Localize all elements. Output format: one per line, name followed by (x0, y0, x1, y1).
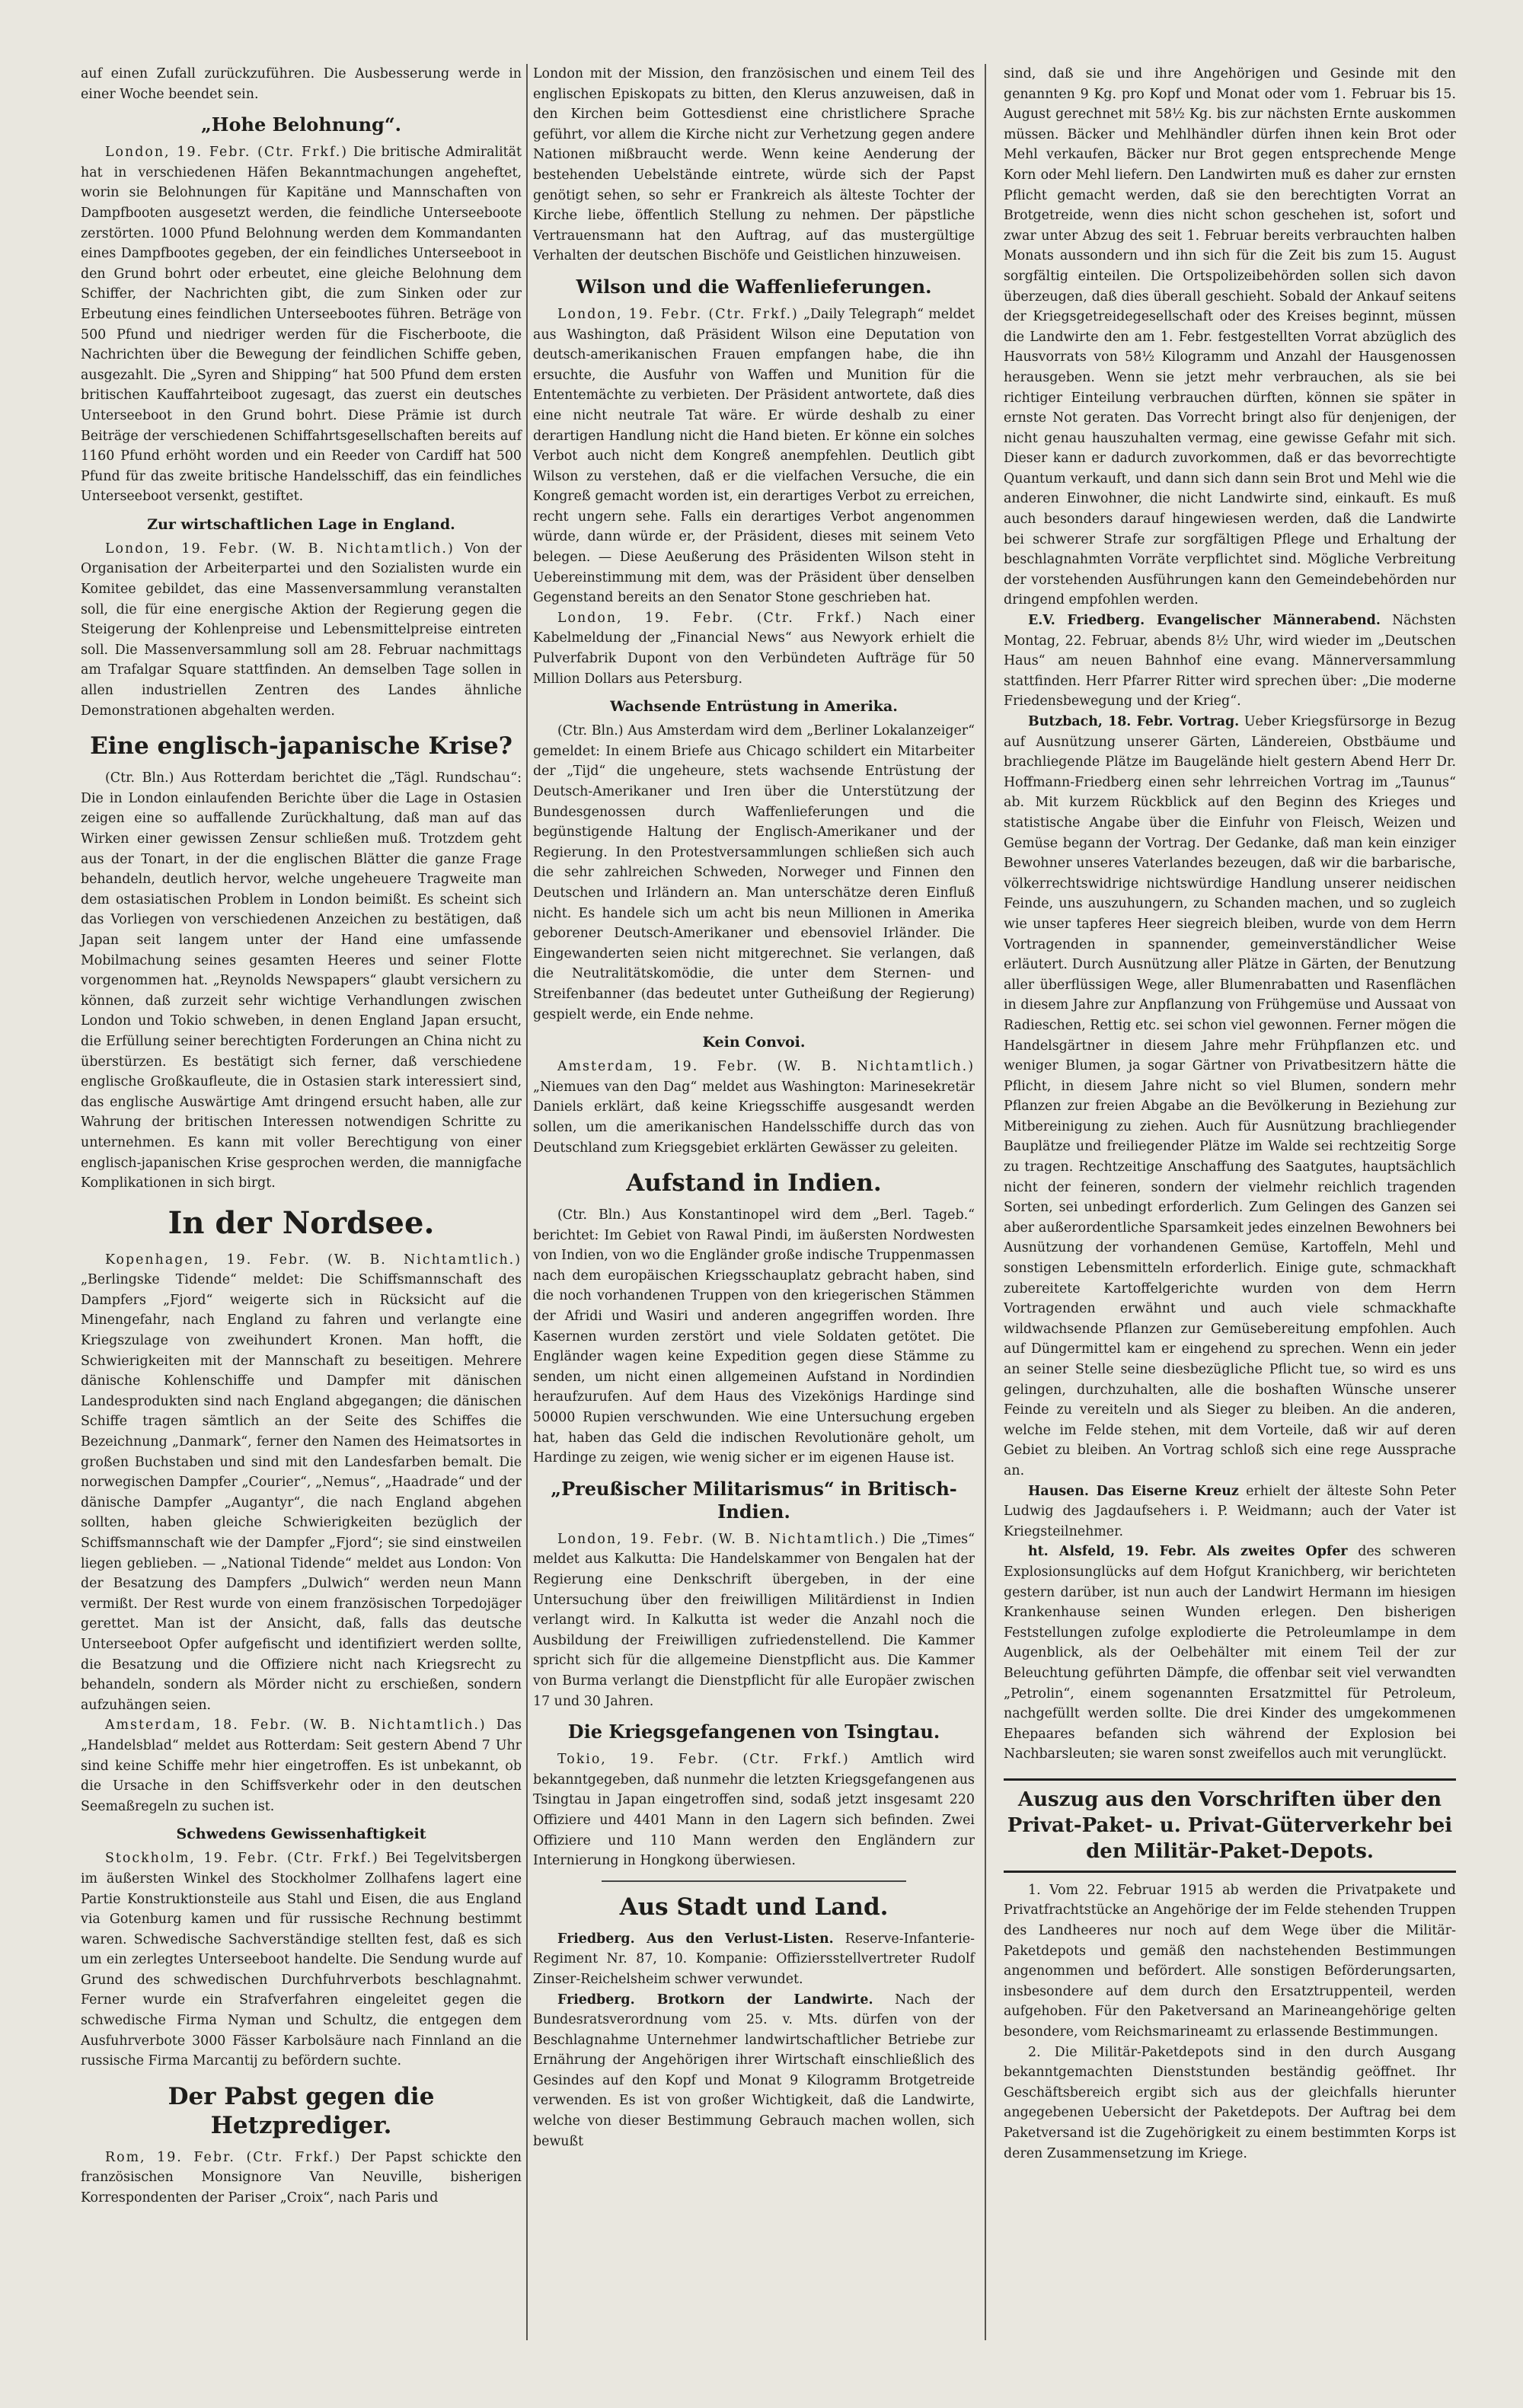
dateline: London, 19. Febr. (Ctr. Frkf.) (105, 145, 349, 161)
article-paragraph: (Ctr. Bln.) Aus Rotterdam berichtet die „Tägl. Rundschau“: Die in London einlaufenden Berichte über die Lage in Ostasien zeigen eine so auffallende Zurückhaltung, daß man auf das Wirken einer gewissen Zensur schließen muß. Trotzdem geht aus der Tonart, in der die englischen Blätter die ganze Frage behandeln, deutlich hervor, welche ungeheuere Tragweite man dem ostasiatischen Problem in London beimißt. Es scheint sich das Vorliegen von verschiedenen Anzeichen zu bestätigen, daß Japan seit langem unter der Hand eine umfassende Mobilmachung seines gesamten Heeres und seiner Flotte vorgenommen hat. „Reynolds Newspapers“ glaubt versichern zu können, daß zurzeit sehr wichtige Verhandlungen zwischen London und Tokio schweben, in denen England Japan ersucht, die Erfüllung seiner berechtigten Forderungen an China nicht zu überstürzen. Es bestätigt sich ferner, daß verschiedene englische Großkaufleute, die in Ostasien stark interessiert sind, das englische Auswärtige Amt dringend ersucht haben, alle zur Wahrung der britischen Interessen notwendigen Schritte zu unternehmen. Es kann mit voller Berechtigung von einer englisch-japanischen Krise gesprochen werden, die mannigfache Komplikationen in sich birgt. (81, 770, 522, 1191)
local-label: ht. Alsfeld, 19. Febr. Als zweites Opfer (1028, 1544, 1348, 1560)
dateline: London, 19. Febr. (W. B. Nichtamtlich.) (557, 1531, 887, 1547)
column-right (1004, 64, 1456, 2164)
dateline: Kopenhagen, 19. Febr. (W. B. Nichtamtlich.) (105, 1252, 522, 1268)
article-paragraph (533, 1057, 975, 1158)
article-paragraph (1004, 712, 1456, 1481)
article-paragraph: 2. Die Militär-Paketdepots sind in den durch Ausgang bekanntgemachten Dienststunden beständig geöffnet. Ihr Geschäftsbereich ergibt sich aus der gleichfalls hierunter angegebenen Uebersicht der Paketdepots. Der Auftrag bei dem Paketversand ist die Zugehörigkeit zu einem bestimmten Korps ist deren Zusammensetzung im Kriege. (1004, 2044, 1456, 2161)
local-label: Friedberg. Brotkorn der Landwirte. (557, 1992, 873, 2008)
article-paragraph (1004, 1481, 1456, 1542)
headline-englisch-japanische-krise: Eine englisch-japanische Krise? (90, 732, 512, 761)
dateline: Stockholm, 19. Febr. (Ctr. Frkf.) (105, 1851, 379, 1867)
headline-pabst-gegen-hetzprediger: Der Pabst gegen die Hetzprediger. (168, 2082, 435, 2139)
dateline: London, 19. Febr. (W. B. Nichtamtlich.) (105, 541, 455, 557)
dateline: Amsterdam, 19. Febr. (W. B. Nichtamtlich.) (557, 1059, 975, 1075)
local-label: E.V. Friedberg. Evangelischer Männerabend. (1028, 613, 1381, 629)
article-text: Reserve-Infanterie-Regiment Nr. 87, 10. Kompanie: Offiziersstellvertreter Rudolf Zinser-Reichelsheim schwer verwundet. (533, 1931, 975, 1987)
article-text: Ueber Kriegsfürsorge in Bezug auf Ausnützung unserer Gärten, Ländereien, Obstbäume und brachliegende Plätze im Baugelände hielt gestern Abend Herr Dr. Hoffmann-Friedberg einen sehr lehrreichen Vortrag im „Taunus“ ab. Mit kurzem Rückblick auf den Beginn des Krieges und statistische Angabe über die Einfuhr von Fleisch, Weizen und Gemüse begann der Vortrag. Der Gedanke, daß man kein einziger Bewohner unseres Vaterlandes bezeugen, daß wir die barbarische, völkerrechtswidrige nichtswürdige Handlung unserer neidischen Feinde, uns auszuhungern, zu Schanden machen, und so zugleich wie unser tapferes Heer siegreich bleiben, wurde von dem Herrn Vortragenden in spannender, gemeinverständlicher Weise erläutert. Durch Ausnützung aller Plätze in Gärten, der Benutzung aller überflüssigen Wege, aller Blumenrabatten und Rasenflächen in diesem Jahre zur Anpflanzung von Frühgemüse und Aussaat von Radieschen, Rettig etc. sei schon viel gewonnen. Ferner mögen die Handelsgärtner in diesem Jahre mehr Frühpflanzen etc. und weniger Blumen, ja sogar Gärtner von Privatbesitzern hätte die Pflicht, in diesem Jahre nicht so viel Blumen, sondern mehr Pflanzen zur freien Abgabe an die Bevölkerung in Beziehung zur Mitbereinigung zu ziehen. Auch für Ausnützung brachliegender Bauplätze und freiliegender Plätze im Walde sei rechtzeitig Sorge zu tragen. Rechtzeitige Anschaffung des Saatgutes, hauptsächlich nicht der feineren, sondern der vielmehr reichlich tragenden Sorten, sei unbedingt erforderlich. Zum Gelingen des Ganzen sei aber außerordentliche Sparsamkeit jedes einzelnen Bewohners bei Ausnützung der vorhandenen Gemüse, Kartoffeln, Mehl und sonstigen Lebensmitteln erforderlich. Einige gute, schmackhaft zubereitete Kartoffelgerichte wurden von dem Herrn Vortragenden erwähnt und auch viele schmackhafte wildwachsende Pflanzen zur Gemüsebereitung empfohlen. Auch auf Düngermittel kam er eingehend zu sprechen. Wenn ein jeder an seiner Stelle seine diesbezügliche Pflicht tue, so wird es uns gelingen, durchzuhalten, alle die boshaften Wünsche unserer Feinde zu vereiteln und als Sieger zu bleiben. An die anderen, welche im Felde stehen, mit dem Vorteile, daß wir auf deren Gebiet zu bleiben. An Vortrag schloß sich eine rege Aussprache an. (1004, 714, 1456, 1478)
article-paragraph (1004, 1542, 1456, 1765)
article-paragraph (533, 1749, 975, 1871)
article-text: Die britische Admiralität hat in verschiedenen Häfen Bekanntmachungen angeheftet, worin sie Belohnungen für Kapitäne und Mannschaften von Dampfbooten ausgesetzt werden, die feindliche Unterseeboote zerstörten. 1000 Pfund Belohnung werden dem Kommandanten eines Dampfbootes gegeben, der ein feindliches Unterseeboot in den Grund bohrt oder erbeutet, eine gleiche Belohnung dem Schiffer, der Nachrichten gibt, die zum Sinken oder zur Erbeutung eines feindlichen Unterseebootes führen. Beträge von 500 Pfund und niedriger werden für die Fischerboote, die Nachrichten über die Bewegung der feindlichen Schiffe geben, ausgezahlt. Die „Syren and Shipping“ hat 500 Pfund dem ersten britischen Kauffahrteiboot zugesagt, das zuerst ein deutsches Unterseeboot in den Grund bohrt. Diese Prämie ist durch Beiträge der verschiedenen Schiffahrtsgesellschaften bereits auf 1160 Pfund erhöht worden und ein Reeder von Cardiff hat 500 Pfund für das zweite britische Handelsschiff, das ein feindliches Unterseeboot versenkt, gestiftet. (81, 145, 522, 505)
article-text: Das „Handelsblad“ meldet aus Rotterdam: Seit gestern Abend 7 Uhr sind keine Schiffe mehr hier eingetroffen. Es ist unbekannt, ob die Ursache in den Schiffsverkehr oder in den deutschen Seemaßregeln zu suchen ist. (81, 1717, 522, 1814)
headline-vorschriften-paketverkehr: Auszug aus den Vorschriften über den Privat-Paket- u. Privat-Güterverkehr bei den Militär-Paket-Depots. (1004, 1778, 1456, 1873)
column-middle (533, 64, 975, 2151)
column-rule (985, 64, 986, 2340)
article-text: Amtlich wird bekanntgegeben, daß nunmehr die letzten Kriegsgefangenen aus Tsingtau in Japan eingetroffen sind, sodaß jetzt insgesamt 220 Offiziere und 4401 Mann in den Lagern sich befinden. Zwei Offiziere und 110 Mann werden den Engländern zur Internierung in Hongkong überwiesen. (533, 1752, 975, 1869)
headline-wachsende-entruestung: Wachsende Entrüstung in Amerika. (610, 698, 898, 716)
local-label: Friedberg. Aus den Verlust-Listen. (557, 1931, 834, 1947)
article-text: „Berlingske Tidende“ meldet: Die Schiffsmannschaft des Dampfers „Fjord“ weigerte sich in Rücksicht auf die Minengefahr, nach England zu fahren und verlangte eine Kriegszulage von zweihundert Kronen. Man hofft, die Schwierigkeiten mit der Mannschaft zu beseitigen. Mehrere dänische Kohlenschiffe und Dampfer mit dänischen Landesprodukten sind nach England abgegangen; die dänischen Schiffe tragen sämtlich an der Seite des Schiffes die Bezeichnung „Danmark“, ferner den Namen des Heimatsortes in großen Buchstaben und sind mit den Landesfarben bemalt. Die norwegischen Dampfer „Courier“, „Nemus“, „Haadrade“ und der dänische Dampfer „Augantyr“, die nach England abgehen sollten, haben gleiche Schwierigkeiten bezüglich der Schiffsmannschaft wie der Dampfer „Fjord“; sie sind einstweilen liegen geblieben. — „National Tidende“ meldet aus London: Von der Besatzung des Dampfers „Dulwich“ werden neun Mann vermißt. Der Rest wurde von einem französischen Torpedojäger gerettet. Man ist der Ansicht, daß, falls das deutsche Unterseeboot Opfer aufgefischt und identifiziert werden sollte, die Besatzung und die Offiziere nicht nach Kriegsrecht zu behandeln, sondern als Mörder nicht zu erschießen, sondern aufzuhängen seien. (81, 1272, 522, 1713)
article-paragraph: (Ctr. Bln.) Aus Konstantinopel wird dem „Berl. Tageb.“ berichtet: Im Gebiet von Rawal Pindi, im äußersten Nordwesten von Indien, von wo die Engländer große indische Truppenmassen nach dem europäischen Kriegsschauplatz gebracht haben, sind die noch vorhandenen Truppen von den kriegerischen Stämmen der Afridi und Wasiri und anderen angegriffen worden. Ihre Kasernen wurden zerstört und viele Soldaten getötet. Die Engländer wagen keine Expedition gegen diese Stämme zu senden, um nicht einen allgemeinen Aufstand in Nordindien heraufzurufen. Auf dem Haus des Vizekönigs Hardinge sind 50000 Rupien verschwunden. Wie eine Untersuchung ergeben hat, haben das Geld die indischen Revolutionäre geholt, um Hardinge zu zeigen, wie wenig sicher er im eigenen Hause ist. (533, 1207, 975, 1466)
article-text: Bei Tegelvitsbergen im äußersten Winkel des Stockholmer Zollhafens lagert eine Partie Konstruktionsteile aus Stahl und Eisen, die aus England via Gotenburg kamen und für russische Rechnung bestimmt waren. Schwedische Sachverständige stellten fest, daß es sich um ein zerlegtes Unterseeboot handelte. Die Sendung wurde auf Grund des schwedischen Durchfuhrverbots beschlagnahmt. Ferner wurde ein Strafverfahren eingeleitet gegen die schwedische Firma Nyman und Schultz, die entgegen dem Ausfuhrverbote 3000 Fässer Karbolsäure nach Finnland an die russische Firma Marcantij zu befördern suchte. (81, 1851, 522, 2069)
dateline: Tokio, 19. Febr. (Ctr. Frkf.) (557, 1752, 850, 1768)
article-paragraph (81, 1715, 522, 1816)
dateline: London, 19. Febr. (Ctr. Frkf.) (557, 306, 799, 322)
article-text: Der Papst schickte den französischen Monsignore Van Neuville, bisherigen Korrespondenten der Pariser „Croix“, nach Paris und (81, 2149, 522, 2206)
continued-paragraph: sind, daß sie und ihre Angehörigen und Gesinde mit den genannten 9 Kg. pro Kopf und Monat oder vom 1. Februar bis 15. August gerechnet mit 58½ Kg. bis zur nächsten Ernte auskommen müssen. Bäcker und Mehlhändler dürfen ihnen kein Brot oder Mehl verkaufen, Bäcker nur Brot gegen entsprechende Menge Korn oder Mehl liefern. Den Landwirten muß es daher zur ernsten Pflicht gemacht werden, daß sie den berechtigten Vorrat an Brotgetreide, wenn dies nicht schon geschehen ist, sofort und zwar unter Abzug des seit 1. Februar bereits verbrauchten halben Monats aussondern und ihn sich für die Zeit bis zum 15. August sorgfältig einteilen. Die Ortspolizeibehörden sollen sich davon überzeugen, daß dies überall geschieht. Sobald der Ankauf seitens der Kriegsgetreidegesellschaft oder des Kreises beginnt, müssen die Landwirte den am 1. Febr. festgestellten Vorrat abzüglich des Hausvorrats von 58½ Kilogramm und Anzahl der Hausgenossen herausgeben. Wenn sie jetzt mehr verbrauchen, als sie bei richtiger Einteilung verbrauchen dürften, können sie später in ernste Not geraten. Das Vorrecht bringt also für denjenigen, der nicht genau hauszuhalten vermag, eine gewisse Gefahr mit sich. Dieser kann er dadurch zuvorkommen, daß er das bevorrechtigte Quantum verkauft, und dann sich dann sein Brot und Mehl wie die anderen Einwohner, die nicht Landwirte sind, einkauft. Es muß auch besonders darauf hingewiesen werden, daß die Landwirte bei schwerer Strafe zur sorgfältigen Pflege und Erhaltung der beschlagnahmten Vorräte verpflichtet sind. Mögliche Verbreitung der vorstehenden Ausführungen kann den Gemeindebehörden nur dringend empfohlen werden. (1004, 66, 1456, 608)
article-text: Nach einer Kabelmeldung der „Financial News“ aus Newyork erhielt die Pulverfabrik Dupont von den Verbündeten Aufträge für 50 Million Dollars aus Petersburg. (533, 610, 975, 687)
article-text: erhielt der älteste Sohn Peter Ludwig des Jagdaufsehers i. P. Weidmann; auch der Vater ist Kriegsteilnehmer. (1004, 1483, 1456, 1539)
article-paragraph: 1. Vom 22. Februar 1915 ab werden die Privatpakete und Privatfrachtstücke an Angehörige der im Felde stehenden Truppen des Landheeres nur noch auf dem Wege über die Militär-Paketdepots und gemäß den nachstehenden Bestimmungen angenommen und befördert. Alle sonstigen Beförderungsarten, insbesondere auf dem durch den Ersatztruppenteil, werden aufgehoben. Für den Paketversand an Marineangehörige gelten besondere, vom Reichsmarineamt zu erlassende Bestimmungen. (1004, 1882, 1456, 2040)
article-text: „Daily Telegraph“ meldet aus Washington, daß Präsident Wilson eine Deputation von deutsch-amerikanischen Frauen empfangen habe, die ihn ersuchte, die Ausfuhr von Waffen und Munition für die Ententemächte zu verbieten. Der Präsident antwortete, daß dies eine nicht neutrale Tat wäre. Er würde deshalb zu einer derartigen Handlung nicht die Hand bieten. Er könne ein solches Verbot auch nicht dem Kongreß anempfehlen. Deutlich gibt Wilson zu verstehen, daß er die vielfachen Versuche, die ein Kongreß gemacht worden ist, ein derartiges Verbot zu erreichen, recht ungern sehe. Falls ein derartiges Verbot angenommen würde, dann würde er, der Präsident, dieses mit seinem Veto belegen. — Diese Aeußerung des Präsidenten Wilson steht in Uebereinstimmung mit dem, was der Präsident über denselben Gegenstand bereits an den Senator Stone geschrieben hat. (533, 306, 975, 606)
continued-paragraph: London mit der Mission, den französischen und einem Teil des englischen Episkopats zu bitten, den Klerus anzuweisen, daß in den Kirchen beim Gottesdienst eine christlichere Sprache geführt, vor allem die Kirche nicht zur Verhetzung gegen andere Nationen mißbraucht werde. Wenn keine Aenderung der bestehenden Uebelstände eintrete, würde sich der Papst genötigt sehen, so sehr er Frankreich als älteste Tochter der Kirche liebe, öffentlich Stellung zu nehmen. Der päpstliche Vertrauensmann hat den Auftrag, auf das mustergültige Verhalten der deutschen Bischöfe und Geistlichen hinzuweisen. (533, 66, 975, 264)
article-text: Von der Organisation der Arbeiterpartei und den Sozialisten wurde ein Komitee gebildet, das eine Massenversammlung veranstalten soll, die für eine energische Aktion der Regierung gegen die Steigerung der Kohlenpreise und Lebensmittelpreise eintreten soll. Die Massenversammlung soll am 28. Februar nachmittags am Trafalgar Square stattfinden. An demselben Tage sollen in allen industriellen Zentren des Landes ähnliche Demonstrationen abgehalten werden. (81, 541, 522, 719)
article-paragraph (81, 142, 522, 507)
article-paragraph: (Ctr. Bln.) Aus Amsterdam wird dem „Berliner Lokalanzeiger“ gemeldet: In einem Briefe aus Chicago schildert ein Mitarbeiter der „Tijd“ die ungeheure, stets wachsende Entrüstung der Deutsch-Amerikaner und Iren über die Unterstützung der Bundesgenossen durch Waffenlieferungen und die begünstigende Haltung der Englisch-Amerikaner und der Regierung. In den Protestversammlungen schließen sich auch die sehr zahlreichen Schweden, Norweger und Finnen den Deutschen und Irländern an. Man unterschätze deren Einfluß nicht. Es handele sich um acht bis neun Millionen in Amerika geborener Deutsch-Amerikaner und ebensoviel Irländer. Die Eingewanderten seien nicht mitgerechnet. Sie verlangen, daß die Neutralitätskomödie, die unter dem Sternen- und Streifenbanner (das bedeutet unter Gutheißung der Regierung) gespielt werde, ein Ende nehme. (533, 723, 975, 1022)
article-paragraph (81, 2148, 522, 2209)
headline-in-der-nordsee: In der Nordsee. (168, 1204, 435, 1241)
article-paragraph (533, 608, 975, 689)
headline-wirtschaftliche-lage: Zur wirtschaftlichen Lage in England. (147, 515, 455, 533)
article-text: des schweren Explosionsunglücks auf dem Hofgut Kranichberg, wir berichteten gestern darüber, ist nun auch der Landwirt Hermann im hiesigen Krankenhause seinen Wunden erlegen. Den bisherigen Feststellungen zufolge explodierte die Petroleumlampe in dem Augenblick, als der Oelbehälter mit einem Teil der zur Beleuchtung geführten Dämpfe, die offenbar seit viel verwandten „Petrolin“, einem sogenannten Ersatzmittel für Petroleum, nachgefüllt werden sollte. Die drei Kinder des umgekommenen Ehepaares befanden sich während der Explosion bei Nachbarsleuten; sie waren sonst zweifellos auch mit verunglückt. (1004, 1544, 1456, 1762)
article-paragraph (533, 305, 975, 608)
continued-paragraph: auf einen Zufall zurückzuführen. Die Ausbesserung werde in einer Woche beendet sein. (81, 66, 522, 102)
local-label: Butzbach, 18. Febr. Vortrag. (1028, 714, 1240, 729)
headline-kriegsgefangenen-tsingtau: Die Kriegsgefangenen von Tsingtau. (567, 1721, 940, 1743)
divider (602, 1880, 906, 1882)
headline-aus-stadt-und-land: Aus Stadt und Land. (619, 1893, 889, 1921)
article-text: Nächsten Montag, 22. Februar, abends 8½ Uhr, wird wieder im „Deutschen Haus“ am neuen Bahnhof eine evang. Männerversammlung stattfinden. Herr Pfarrer Ritter wird sprechen über: „Die moderne Friedensbewegung und der Krieg“. (1004, 613, 1456, 710)
column-left (81, 64, 522, 2209)
headline-hohe-belohnung: „Hohe Belohnung“. (201, 113, 401, 136)
article-text: „Niemues van den Dag“ meldet aus Washington: Marinesekretär Daniels erklärt, daß keine Kriegsschiffe ausgesandt werden sollen, um die amerikanischen Handelsschiffe durch das von Deutschland zum Kriegsgebiet erklärten Gewässer zu geleiten. (533, 1079, 975, 1156)
dateline: Rom, 19. Febr. (Ctr. Frkf.) (105, 2149, 342, 2165)
column-rule (526, 64, 528, 2340)
article-text: Die „Times“ meldet aus Kalkutta: Die Handelskammer von Bengalen hat der Regierung eine Denkschrift übergeben, in der eine Untersuchung über den freiwilligen Militärdienst in Indien verlangt wird. In Kalkutta ist weder die Anzahl noch die Ausbildung der Freiwilligen zufriedenstellend. Die Kammer spricht sich für die allgemeine Dienstpflicht aus. Die Kammer von Burma verlangt die Dienstpflicht für alle Europäer zwischen 17 und 30 Jahren. (533, 1531, 975, 1709)
article-paragraph (81, 1250, 522, 1716)
article-paragraph (81, 539, 522, 721)
article-paragraph (81, 1848, 522, 2072)
headline-aufstand-in-indien: Aufstand in Indien. (626, 1169, 882, 1198)
article-paragraph (1004, 611, 1456, 712)
headline-preussischer-militarismus: „Preußischer Militarismus“ in Britisch-Indien. (551, 1477, 957, 1523)
article-text: Nach der Bundesratsverordnung vom 25. v. Mts. dürfen von der Beschlagnahme Unternehmer landwirtschaftlicher Betriebe zur Ernährung der Angehörigen ihrer Wirtschaft einschließlich des Gesindes auf den Kopf und Monat 9 Kilogramm Brotgetreide verwenden. Es ist von großer Wichtigkeit, daß die Landwirte, welche von dieser Bestimmung Gebrauch machen wollen, sich bewußt (533, 1992, 975, 2149)
local-label: Hausen. Das Eiserne Kreuz (1028, 1483, 1239, 1499)
article-paragraph (533, 1929, 975, 1990)
headline-schwedens-gewissenhaftigkeit: Schwedens Gewissenhaftigkeit (176, 1826, 426, 1843)
article-paragraph (533, 1529, 975, 1711)
headline-wilson-waffenlieferungen: Wilson und die Waffenlieferungen. (576, 275, 932, 298)
article-paragraph (533, 1990, 975, 2152)
headline-kein-convoi: Kein Convoi. (702, 1034, 806, 1051)
dateline: London, 19. Febr. (Ctr. Frkf.) (557, 610, 864, 626)
dateline: Amsterdam, 18. Febr. (W. B. Nichtamtlich.) (105, 1717, 487, 1733)
